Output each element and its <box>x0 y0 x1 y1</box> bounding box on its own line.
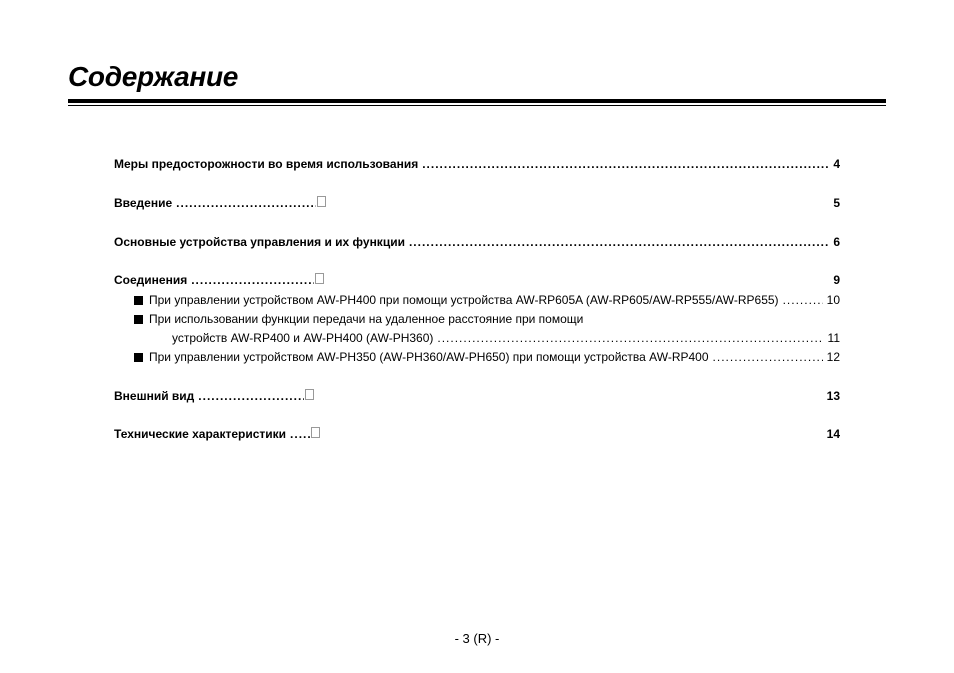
toc-entry-label: Внешний вид <box>114 389 195 403</box>
square-bullet-icon <box>134 296 143 305</box>
toc-entry-controls[interactable] <box>114 235 840 249</box>
toc-entry-page: 13 <box>826 389 840 403</box>
toc-entry-label: Введение <box>114 196 173 210</box>
dot-leader <box>783 293 823 307</box>
toc-entry-page: 9 <box>833 273 840 287</box>
toc-entry-precautions[interactable] <box>114 157 840 171</box>
toc-entry-label: При управлении устройством AW-PH350 (AW-PH360/AW-PH650) при помощи устройства AW-RP400 <box>149 350 709 364</box>
page-number: - 3 (R) - <box>454 631 500 646</box>
toc-entry-appearance[interactable] <box>114 389 840 403</box>
toc-entry-page: 4 <box>833 157 840 171</box>
toc-entry-page: 12 <box>826 350 840 364</box>
toc-subentry-remote-cont[interactable] <box>114 331 840 345</box>
toc-entry-page: 14 <box>826 427 840 441</box>
toc-subentry-remote[interactable] <box>114 312 840 326</box>
toc-entry-label: При использовании функции передачи на удаленное расстояние при помощи <box>149 312 584 326</box>
dot-leader <box>176 196 316 210</box>
title-rule <box>68 99 886 103</box>
toc-subentry-rp605a[interactable] <box>114 293 840 307</box>
missing-glyph-icon <box>305 389 314 400</box>
square-bullet-icon <box>134 315 143 324</box>
toc-entry-page: 5 <box>833 196 840 210</box>
toc-entry-connections[interactable] <box>114 273 840 287</box>
dot-leader <box>290 427 310 441</box>
missing-glyph-icon <box>315 273 324 284</box>
dot-leader <box>422 157 829 171</box>
page-title: Содержание <box>68 61 239 92</box>
missing-glyph-icon <box>317 196 326 207</box>
dot-leader <box>198 389 304 403</box>
toc-entry-label: Меры предосторожности во время использования <box>114 157 419 171</box>
toc-entry-intro[interactable] <box>114 196 840 210</box>
toc-entry-specs[interactable] <box>114 427 840 441</box>
toc-subentry-ph350[interactable] <box>114 350 840 364</box>
toc-entry-page: 11 <box>827 331 840 345</box>
toc-entry-label: устройств AW-RP400 и AW-PH400 (AW-PH360) <box>172 331 434 345</box>
dot-leader <box>713 350 823 364</box>
dot-leader <box>409 235 829 249</box>
dot-leader <box>191 273 314 287</box>
dot-leader <box>437 331 823 345</box>
title-rule-thin <box>68 105 886 106</box>
toc-entry-label: Основные устройства управления и их функции <box>114 235 405 249</box>
missing-glyph-icon <box>311 427 320 438</box>
square-bullet-icon <box>134 353 143 362</box>
toc-entry-label: Соединения <box>114 273 188 287</box>
toc-entry-page: 6 <box>833 235 840 249</box>
toc-entry-label: При управлении устройством AW-PH400 при помощи устройства AW-RP605A (AW-RP605/AW-RP555/AW-RP655) <box>149 293 779 307</box>
toc-entry-label: Технические характеристики <box>114 427 287 441</box>
toc-entry-page: 10 <box>826 293 840 307</box>
